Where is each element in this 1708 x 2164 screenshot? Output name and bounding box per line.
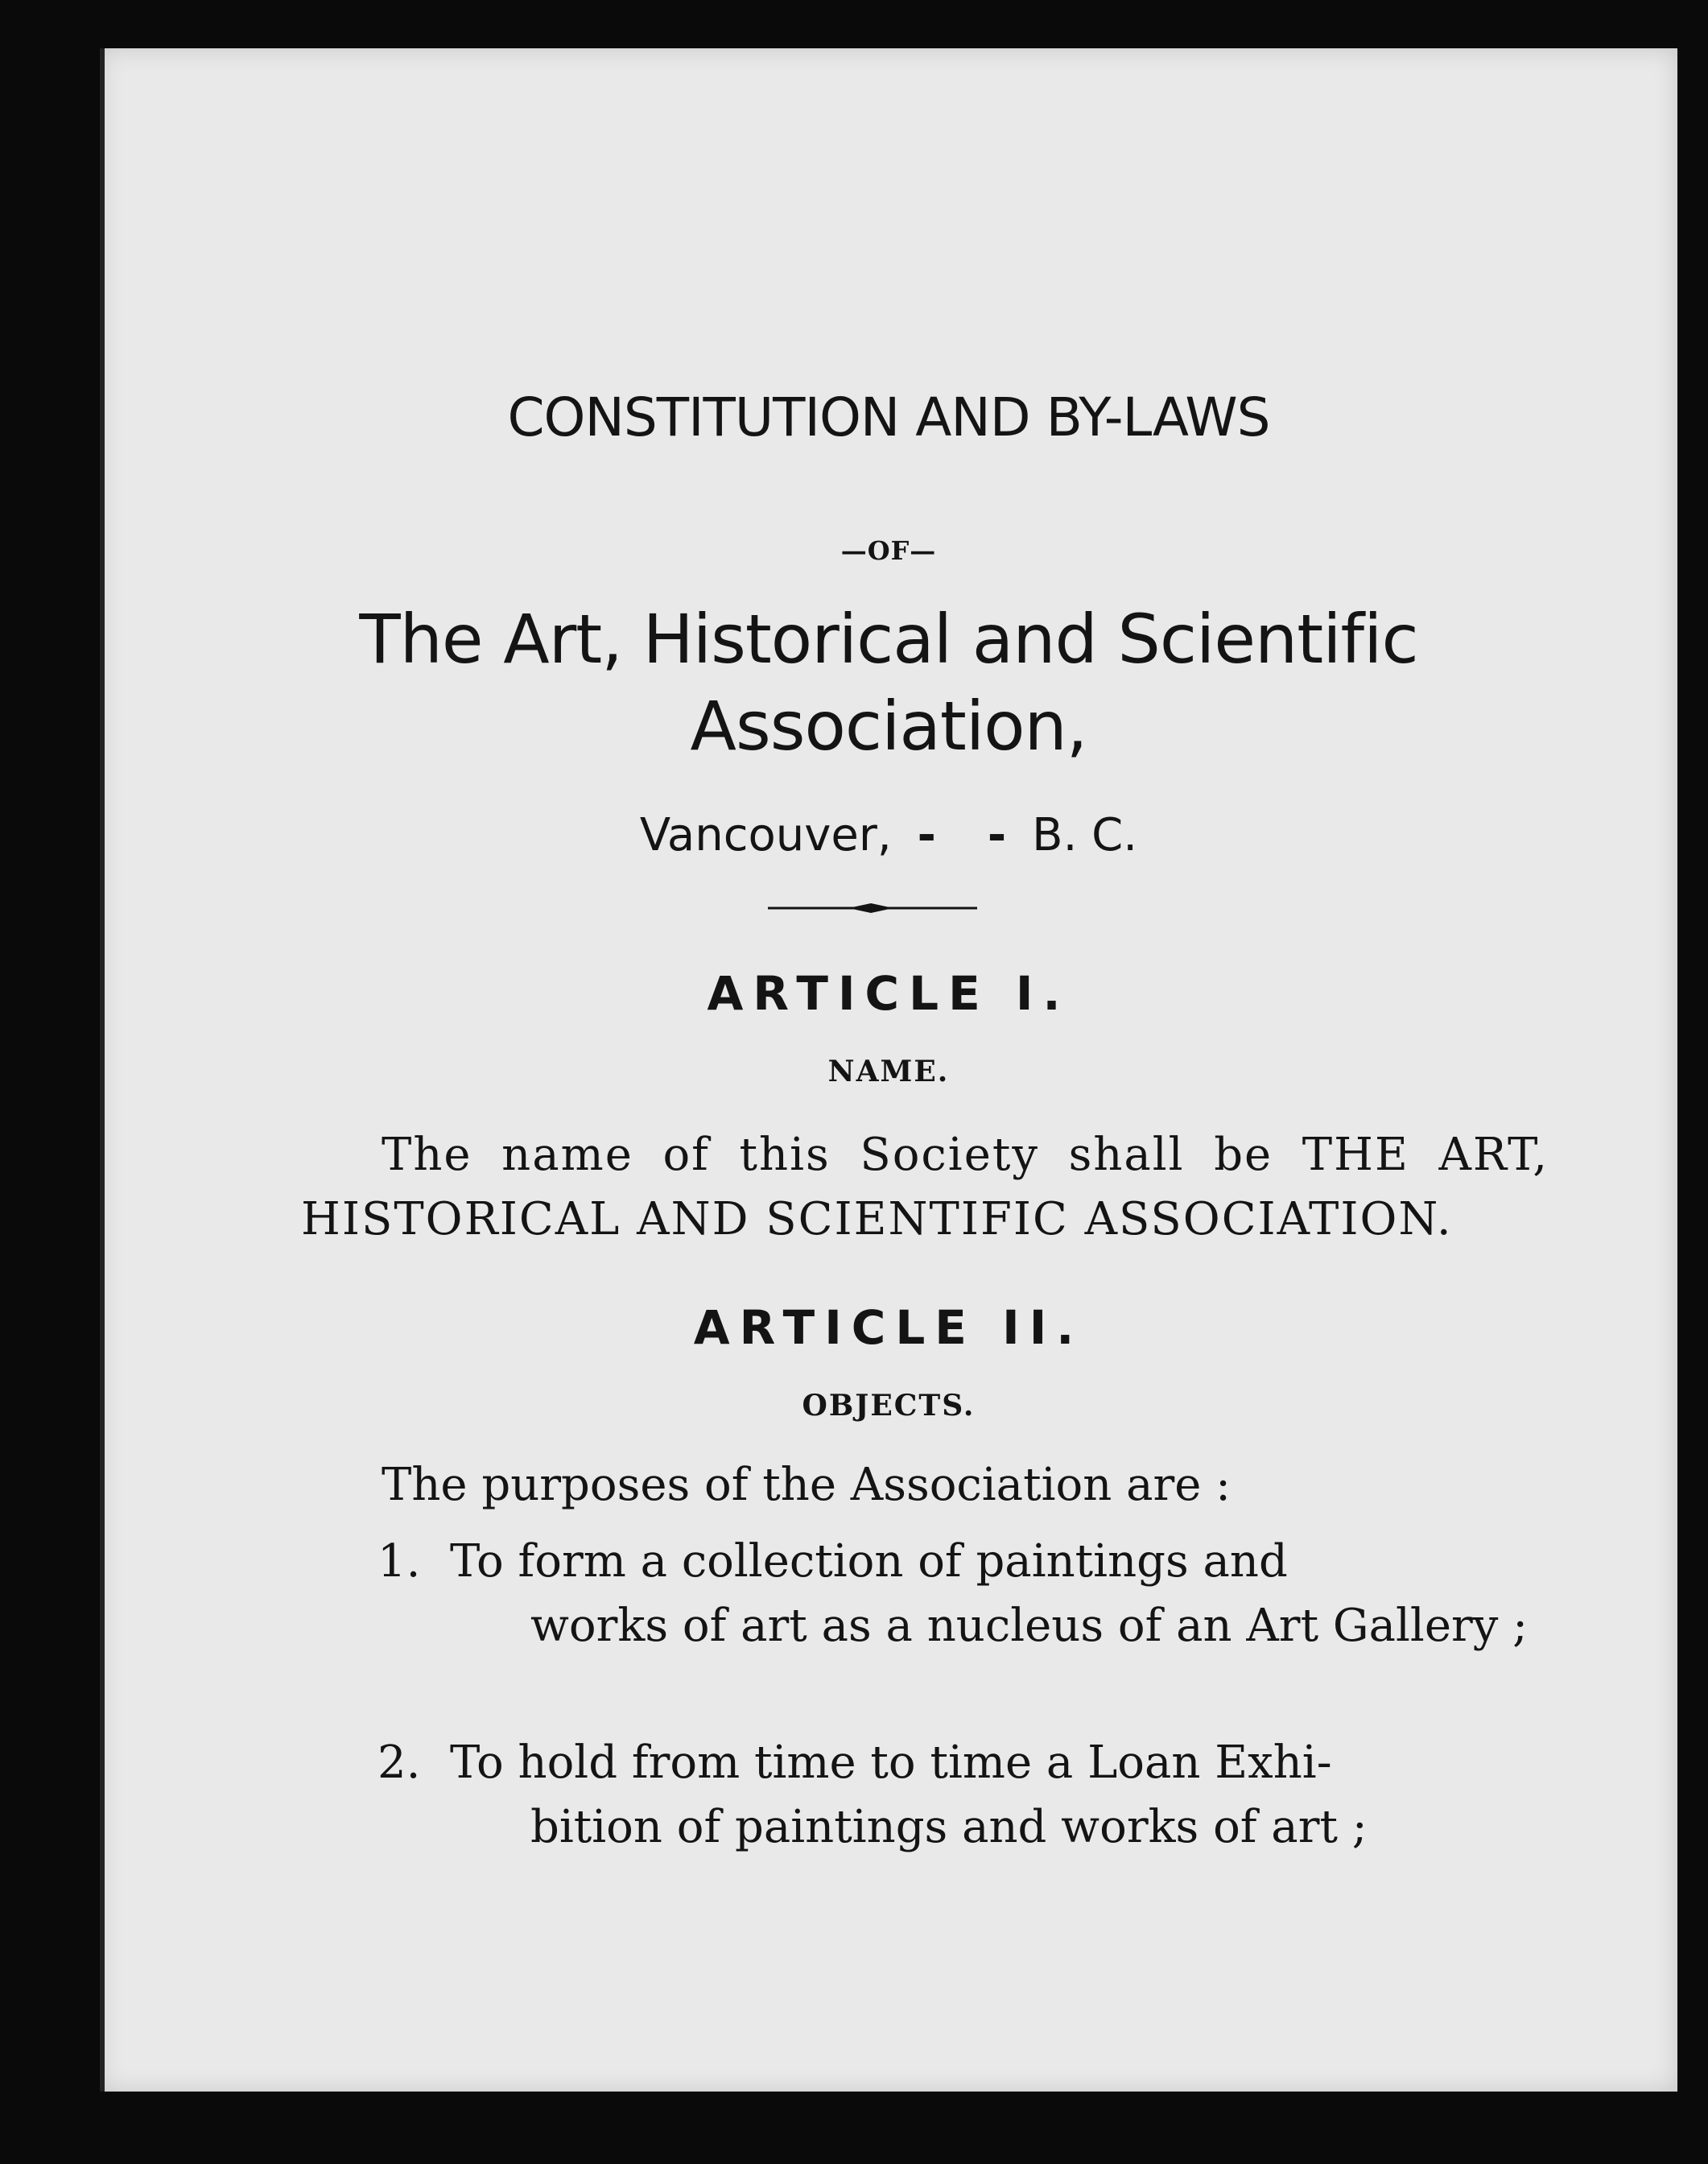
list-item: [377, 1530, 1549, 1658]
location-city: Vancouver,: [639, 809, 892, 861]
article-2-intro: The purposes of the Association are :: [382, 1459, 1231, 1511]
list-item-continuation: works of art as a nucleus of an Art Gallery ;: [530, 1600, 1529, 1652]
list-item-first-line: To form a collection of paintings and: [450, 1535, 1288, 1588]
location-region: B. C.: [1032, 809, 1138, 861]
location-separator-1: -: [917, 809, 936, 861]
article-1-heading: ARTICLE I.: [707, 966, 1071, 1021]
title-of: —OF—: [840, 535, 937, 566]
article-1-text: The name of this Society shall be THE ART, HISTORICAL AND SCIENTIFIC ASSOCIATION.: [301, 1129, 1549, 1245]
article-2-subheading: OBJECTS.: [802, 1389, 976, 1423]
list-item-continuation: bition of paintings and works of art ;: [530, 1801, 1368, 1853]
location-separator-2: -: [987, 809, 1007, 861]
list-item-number: 2.: [377, 1737, 421, 1789]
article-1-subheading: NAME.: [827, 1055, 950, 1088]
association-name: [100, 596, 1677, 770]
list-item: [377, 1731, 1549, 1860]
location-line: [100, 809, 1677, 861]
association-name-line1: The Art, Historical and Scientific: [359, 600, 1418, 679]
ornament-divider: [768, 902, 977, 914]
document-title: CONSTITUTION AND BY-LAWS: [507, 386, 1270, 448]
document-page: [100, 48, 1677, 2092]
article-2-heading: ARTICLE II.: [693, 1300, 1084, 1355]
list-item-number: 1.: [377, 1535, 421, 1588]
list-item-first-line: To hold from time to time a Loan Exhi-: [450, 1737, 1332, 1789]
association-name-line2: Association,: [690, 687, 1087, 766]
